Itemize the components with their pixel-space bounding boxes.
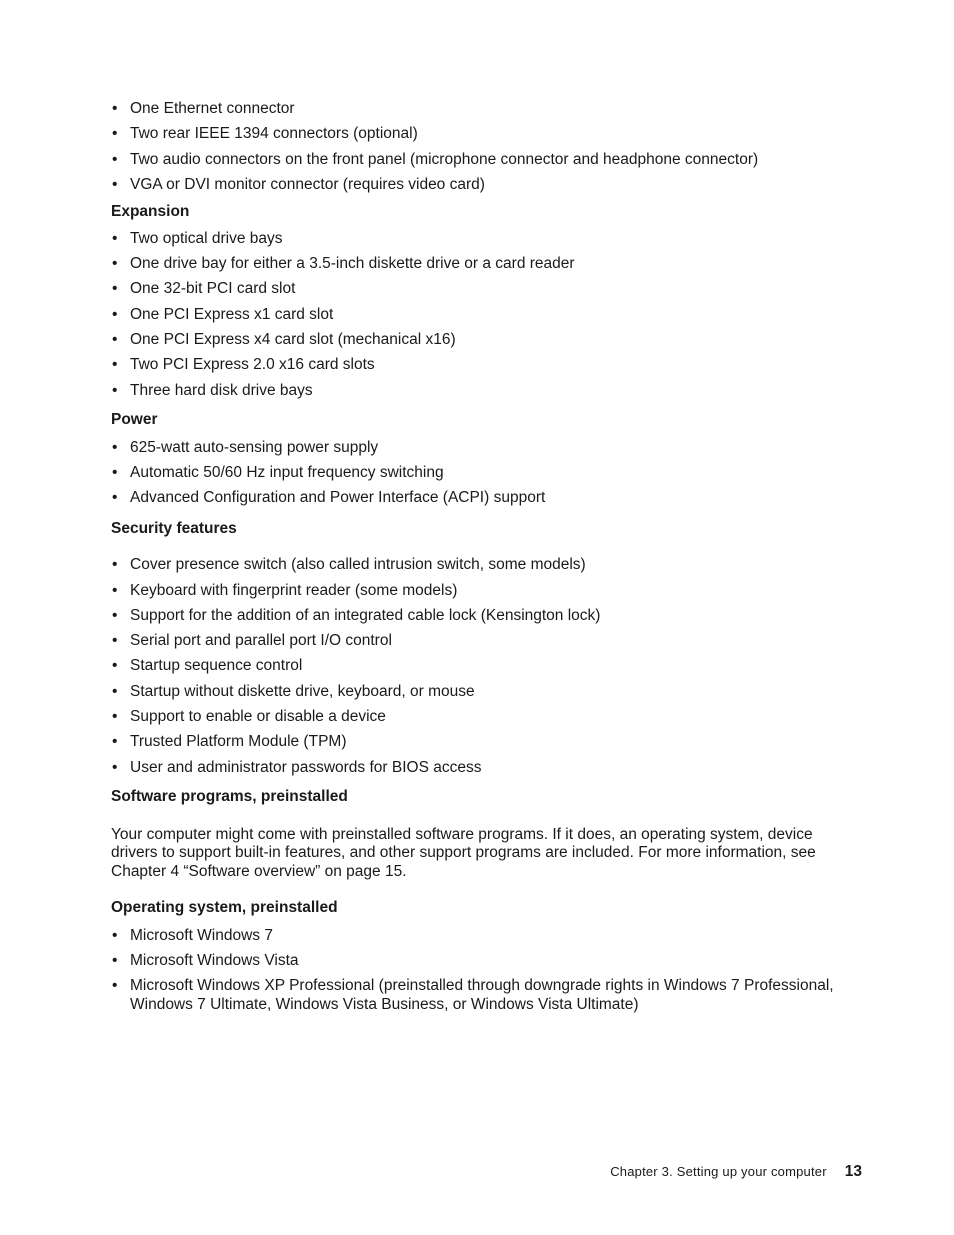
- security-list: [111, 556, 851, 777]
- list-item: • Two rear IEEE 1394 connectors (optional): [112, 125, 418, 143]
- list-item: • One drive bay for either a 3.5-inch diskette drive or a card reader: [112, 255, 575, 273]
- list-item: • Startup sequence control: [112, 657, 303, 675]
- power-list: [111, 439, 851, 508]
- section-heading-software: Software programs, preinstalled: [111, 788, 348, 806]
- software-paragraph: Your computer might come with preinstalled software programs. If it does, an operating system, device drivers to support built-in features, and other support programs are included. For more information, see Chapter 4 “Software overview” on page 15.: [111, 825, 816, 880]
- list-item: • Trusted Platform Module (TPM): [112, 733, 347, 751]
- page-content: [111, 100, 851, 1021]
- list-item: • Cover presence switch (also called intrusion switch, some models): [112, 556, 586, 574]
- section-heading-security: Security features: [111, 519, 237, 537]
- section-heading-expansion: Expansion: [111, 203, 190, 221]
- section-heading-power: Power: [111, 411, 158, 429]
- section-heading-os: Operating system, preinstalled: [111, 899, 338, 917]
- list-item: • VGA or DVI monitor connector (requires video card): [112, 175, 485, 193]
- list-item: • Support for the addition of an integrated cable lock (Kensington lock): [112, 606, 601, 624]
- list-item: • One PCI Express x1 card slot: [112, 305, 334, 323]
- list-item: • Startup without diskette drive, keyboard, or mouse: [112, 682, 475, 700]
- list-item: • Three hard disk drive bays: [112, 381, 313, 399]
- list-item: • Serial port and parallel port I/O control: [112, 632, 392, 650]
- list-item: • Support to enable or disable a device: [112, 708, 386, 726]
- list-item: • Automatic 50/60 Hz input frequency switching: [112, 463, 444, 481]
- page-number: 13: [844, 1163, 862, 1180]
- list-item: • Microsoft Windows XP Professional (preinstalled through downgrade rights in Windows 7 Professional, Windows 7 Ultimate, Windows Vista Business, or Windows Vista Ultimate): [112, 977, 834, 1013]
- connector-list: [111, 100, 851, 194]
- list-item: • Two audio connectors on the front panel (microphone connector and headphone connector): [112, 150, 759, 168]
- list-item: • 625-watt auto-sensing power supply: [112, 438, 379, 456]
- list-item: • One Ethernet connector: [112, 100, 295, 117]
- list-item: • One PCI Express x4 card slot (mechanical x16): [112, 331, 456, 349]
- page-footer: [610, 1163, 862, 1181]
- list-item: • User and administrator passwords for BIOS access: [112, 758, 482, 776]
- list-item: • Keyboard with fingerprint reader (some models): [112, 581, 458, 599]
- list-item: • Microsoft Windows 7: [112, 926, 273, 944]
- list-item: • Two PCI Express 2.0 x16 card slots: [112, 356, 375, 374]
- list-item: • Two optical drive bays: [112, 229, 283, 247]
- expansion-list: [111, 230, 851, 400]
- list-item: • Microsoft Windows Vista: [112, 951, 299, 969]
- list-item: • One 32-bit PCI card slot: [112, 280, 296, 298]
- list-item: • Advanced Configuration and Power Interface (ACPI) support: [112, 489, 546, 507]
- chapter-label: Chapter 3. Setting up your computer: [610, 1164, 827, 1179]
- os-list: [111, 927, 851, 1015]
